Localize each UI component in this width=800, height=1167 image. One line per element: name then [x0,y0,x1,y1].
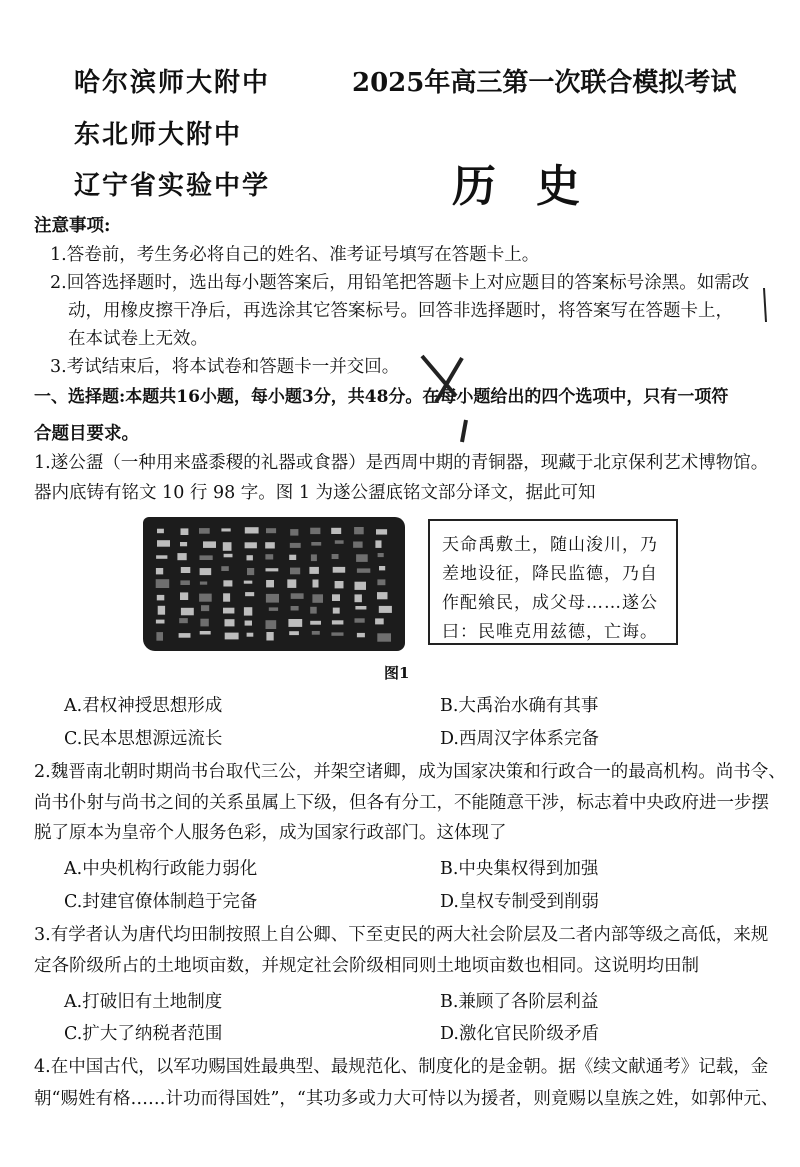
section-header: 一、选择题:本题共16小题，每小题3分，共48分。在每小题给出的四个选项中，只有一项符 [34,387,729,407]
rubbing-glyph-texture [356,554,368,562]
q1-option-a: A.君权神授思想形成 [64,696,223,716]
q3-option-d: D.激化官民阶级矛盾 [440,1024,599,1044]
rubbing-glyph-texture [269,607,278,611]
rubbing-glyph-texture [354,527,364,534]
rubbing-glyph-texture [332,554,339,559]
q3-stem-line2: 定各阶级所占的土地顷亩数，并规定社会阶级相同则土地顷亩数也相同。这说明均田制 [34,956,699,976]
rubbing-glyph-texture [335,581,344,588]
school-name-3: 辽宁省实验中学 [74,171,271,201]
q1-option-d: D.西周汉字体系完备 [440,729,599,749]
rubbing-glyph-texture [180,592,188,600]
rubbing-glyph-texture [312,594,323,603]
rubbing-glyph-texture [287,579,296,588]
rubbing-glyph-texture [245,621,252,626]
rubbing-glyph-texture [221,528,230,531]
rubbing-glyph-texture [332,620,344,624]
rubbing-glyph-texture [199,528,210,534]
rubbing-glyph-texture [313,580,319,588]
rubbing-glyph-texture [181,528,189,535]
rubbing-glyph-texture [181,567,191,573]
rubbing-glyph-texture [310,621,321,625]
q1-stem-line1: 1.遂公盨（一种用来盛黍稷的礼器或食器）是西周中期的青铜器，现藏于北京保利艺术博物馆。 [34,453,769,473]
rubbing-glyph-texture [290,568,300,575]
q2-stem-line1: 2.魏晋南北朝时期尚书台取代三公，并架空诸卿，成为国家决策和行政合一的最高机构。尚书令、 [34,762,786,782]
subject-title: 历史 [452,161,620,212]
rubbing-glyph-texture [223,593,230,601]
rubbing-glyph-texture [179,633,191,638]
rubbing-glyph-texture [377,633,391,641]
rubbing-glyph-texture [265,554,273,559]
rubbing-glyph-texture [225,633,239,640]
rubbing-glyph-texture [245,542,257,548]
rubbing-glyph-texture [223,542,232,551]
rubbing-glyph-texture [247,633,254,637]
rubbing-glyph-texture [200,568,212,575]
school-name-2: 东北师大附中 [74,120,243,150]
rubbing-glyph-texture [355,606,366,610]
rubbing-glyph-texture [156,620,165,624]
rubbing-glyph-texture [311,542,321,546]
section-header-cont: 合题目要求。 [34,424,139,444]
rubbing-glyph-texture [200,631,211,635]
rubbing-glyph-texture [291,606,299,611]
rubbing-glyph-texture [376,529,387,534]
rubbing-glyph-texture [379,566,385,570]
rubbing-glyph-texture [312,631,320,635]
rubbing-glyph-texture [331,528,341,534]
rubbing-glyph-texture [355,594,362,602]
notice-item-2-cont: 动，用橡皮擦干净后，再选涂其它答案标号。回答非选择题时，将答案写在答题卡上， [68,301,733,321]
rubbing-glyph-texture [310,607,317,614]
school-name-1: 哈尔滨师大附中 [74,68,271,98]
rubbing-glyph-texture [156,568,163,574]
rubbing-glyph-texture [266,528,276,533]
rubbing-glyph-texture [357,633,365,637]
rubbing-glyph-texture [180,580,190,585]
margin-mark [760,286,770,326]
rubbing-glyph-texture [199,594,212,602]
q2-option-d: D.皇权专制受到削弱 [440,892,599,912]
rubbing-glyph-texture [223,580,232,586]
rubbing-glyph-texture [244,581,253,584]
rubbing-glyph-texture [355,618,365,622]
rubbing-glyph-texture [311,554,317,561]
rubbing-glyph-texture [333,608,340,614]
rubbing-glyph-texture [379,606,392,613]
rubbing-glyph-texture [247,555,253,560]
rubbing-glyph-texture [375,540,381,548]
q2-option-b: B.中央集权得到加强 [440,859,599,879]
q1-stem-line2: 器内底铸有铭文 10 行 98 字。图 1 为遂公盨底铭文部分译文，据此可知 [34,483,596,503]
rubbing-glyph-texture [157,595,165,601]
rubbing-glyph-texture [375,618,384,624]
q3-option-b: B.兼顾了各阶层利益 [440,992,599,1012]
rubbing-glyph-texture [333,567,346,573]
rubbing-glyph-texture [200,619,208,627]
exam-title: 2025年高三第一次联合模拟考试 [352,68,737,98]
rubbing-glyph-texture [221,566,229,571]
pencil-scribble-mark [416,350,476,450]
rubbing-glyph-texture [225,619,235,626]
notice-item-3: 3.考试结束后，将本试卷和答题卡一并交回。 [50,357,400,377]
inscription-rubbing-image [143,517,405,651]
notice-title: 注意事项: [34,216,111,236]
q3-option-a: A.打破旧有土地制度 [64,992,223,1012]
rubbing-glyph-texture [224,554,233,558]
rubbing-glyph-texture [245,527,259,533]
rubbing-glyph-texture [309,567,319,574]
rubbing-glyph-texture [266,632,273,641]
rubbing-glyph-texture [377,579,385,585]
inscription-translation-box: 天命禹敷土，随山浚川，乃差地设征，降民监德，乃自作配飨民，成父母……遂公曰：民唯克用兹德，亡诲。 [428,519,678,645]
q4-stem-line1: 4.在中国古代，以军功赐国姓最典型、最规范化、制度化的是金朝。据《续文献通考》记载，金 [34,1057,769,1077]
rubbing-glyph-texture [266,580,274,587]
rubbing-glyph-texture [244,607,252,615]
rubbing-glyph-texture [377,592,388,599]
rubbing-glyph-texture [179,618,188,623]
q3-option-c: C.扩大了纳税者范围 [64,1024,223,1044]
rubbing-glyph-texture [180,542,187,546]
q2-option-a: A.中央机构行政能力弱化 [64,859,258,879]
rubbing-glyph-texture [289,555,296,560]
notice-item-2-cont2: 在本试卷上无效。 [68,329,208,349]
rubbing-glyph-texture [247,568,254,575]
rubbing-glyph-texture [157,540,170,547]
rubbing-glyph-texture [158,606,165,615]
q2-stem-line2: 尚书仆射与尚书之间的关系虽属上下级，但各有分工，不能随意干涉，标志着中央政府进一步摆 [34,793,769,813]
rubbing-glyph-texture [223,608,234,614]
rubbing-glyph-texture [288,619,302,627]
rubbing-glyph-texture [266,568,279,571]
rubbing-glyph-texture [290,529,298,536]
q2-option-c: C.封建官僚体制趋于完备 [64,892,258,912]
rubbing-glyph-texture [353,542,363,548]
rubbing-glyph-texture [357,568,370,572]
rubbing-glyph-texture [245,592,254,596]
q4-stem-line2: 朝“赐姓有格……计功而得国姓”，“其功多或力大可恃以为援者，则竟赐以皇族之姓，如郭仲元、 [34,1089,779,1109]
rubbing-glyph-texture [332,594,340,601]
rubbing-glyph-texture [266,620,277,629]
rubbing-glyph-texture [355,582,367,590]
figure-caption: 图1 [384,664,410,682]
rubbing-glyph-texture [156,632,163,641]
rubbing-glyph-texture [177,553,186,560]
rubbing-glyph-texture [200,555,213,560]
rubbing-glyph-texture [201,605,209,611]
rubbing-glyph-texture [335,540,344,544]
rubbing-glyph-texture [331,632,343,635]
q3-stem-line1: 3.有学者认为唐代均田制按照上自公卿、下至吏民的两大社会阶层及二者内部等级之高低，来规 [34,925,769,945]
rubbing-glyph-texture [265,542,275,548]
rubbing-glyph-texture [203,541,216,548]
rubbing-glyph-texture [310,528,320,534]
rubbing-glyph-texture [156,579,170,588]
rubbing-glyph-texture [289,631,299,635]
notice-item-1: 1.答卷前，考生务必将自己的姓名、准考证号填写在答题卡上。 [50,245,540,265]
rubbing-glyph-texture [291,593,304,599]
rubbing-glyph-texture [378,553,384,557]
rubbing-glyph-texture [200,582,207,585]
q1-option-b: B.大禹治水确有其事 [440,696,599,716]
q2-stem-line3: 脱了原本为皇帝个人服务色彩，成为国家行政部门。这体现了 [34,823,507,843]
rubbing-glyph-texture [266,594,279,603]
rubbing-glyph-texture [156,555,167,559]
rubbing-glyph-texture [181,608,194,616]
q1-option-c: C.民本思想源远流长 [64,729,223,749]
rubbing-glyph-texture [290,543,301,548]
rubbing-glyph-texture [157,529,164,534]
notice-item-2: 2.回答选择题时，选出每小题答案后，用铅笔把答题卡上对应题目的答案标号涂黑。如需改 [50,273,750,293]
